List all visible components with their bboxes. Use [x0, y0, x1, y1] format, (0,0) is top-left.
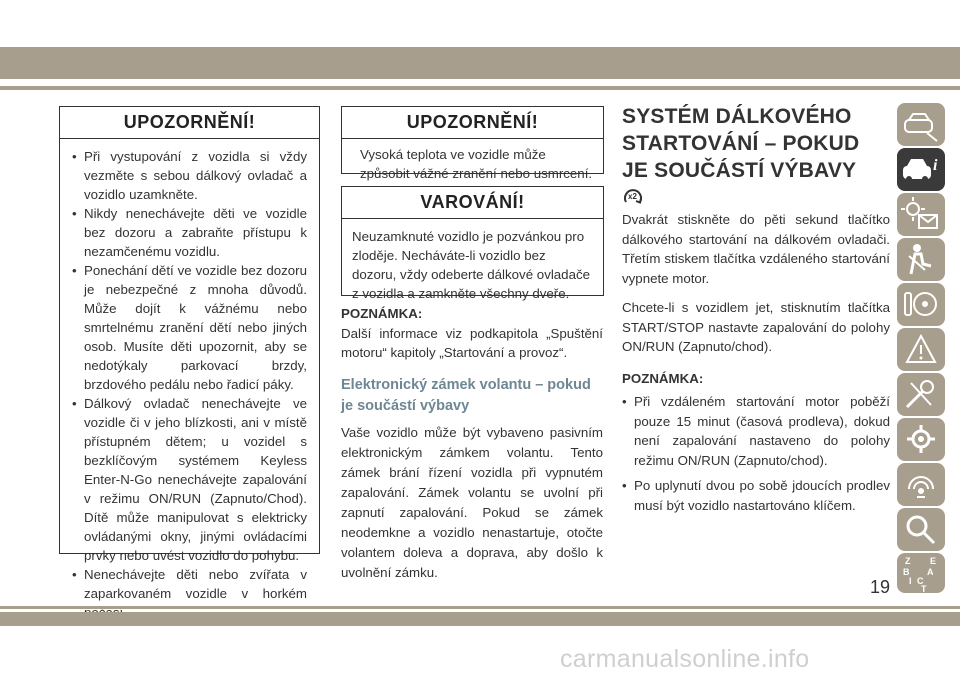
svg-text:I: I — [909, 576, 912, 586]
caution-text: Neuzamknuté vozidlo je pozvánkou pro zloděje. Necháváte-li vozidlo bez dozoru, vždy odeberte dálkové ovladače z vozidla a zamkněte všechny dveře. — [352, 229, 591, 301]
list-item: • Při vystupování z vozidla si vždy vezměte s sebou dálkový ovladač a vozidlo uzamkněte. — [72, 147, 307, 204]
caution-title: VAROVÁNÍ! — [342, 187, 603, 219]
warning-title-1: UPOZORNĚNÍ! — [60, 107, 319, 139]
column-3-text — [622, 103, 890, 515]
tab-service-maintenance[interactable] — [897, 373, 945, 416]
remote-para-2: Chcete-li s vozidlem jet, stisknutím tlačítka START/STOP nastavte zapalování do polohy ON/RUN (Zapnuto/chod). — [622, 300, 890, 354]
column-2-text — [341, 304, 603, 583]
remote-note-list — [622, 392, 890, 515]
svg-text:T: T — [921, 584, 927, 594]
list-item: • Ponechání dětí ve vozidle bez dozoru je nebezpečné z mnoha důvodů. Může dojít k vážnému nebo smrtelnému zranění dětí nebo jiných osob. Musíte děti upozornit, aby se nedotýkaly parkovací brzdy, brzdového pedálu nebo řadicí páky. — [72, 261, 307, 394]
remote-para-1: Dvakrát stiskněte do pěti sekund tlačítko dálkového startování na dálkovém ovladači. Třetím stiskem tlačítka vzdáleného startování vypnete motor. — [622, 212, 890, 286]
svg-text:A: A — [927, 567, 934, 577]
list-item: • Nenechávejte děti nebo zvířata v zaparkovaném vozidle v horkém — [72, 565, 307, 622]
remote-double-press-icon — [622, 188, 644, 208]
watermark-text: carmanualsonline.info — [560, 645, 810, 673]
list-item: • Po uplynutí dvou po sobě jdoucích prodlev musí být vozidlo nastartováno klíčem. — [622, 476, 890, 515]
warning-title-2: UPOZORNĚNÍ! — [342, 107, 603, 139]
list-item: • Dálkový ovladač nenechávejte ve vozidle či v jeho blízkosti, ani v místě přístupném dětem; u vozidel s bezklíčovým systémem Keyless Enter-N-Go nenechávejte zapalování v režimu ON/RUN (Zapnuto/Chod). Dítě může manipulovat s elektricky ovládanými okny, jinými ovládacími prvky nebo uvést vozidlo do pohybu. — [72, 394, 307, 565]
header-rule — [0, 86, 960, 90]
page-number: 19 — [870, 577, 891, 597]
svg-text:x2: x2 — [628, 192, 637, 201]
svg-text:E: E — [930, 556, 937, 566]
note-label: POZNÁMKA: — [341, 306, 423, 321]
tab-lights-messages[interactable] — [897, 193, 945, 236]
tab-safety[interactable] — [897, 238, 945, 281]
footer-band — [0, 612, 960, 626]
svg-text:B: B — [903, 567, 910, 577]
footer-rule — [0, 606, 960, 609]
caution-box — [341, 186, 604, 301]
section-title-remote-start: SYSTÉM DÁLKOVÉHO STARTOVÁNÍ – POKUD JE SOUČÁSTÍ VÝBAVY — [622, 105, 860, 182]
tab-starting-driving[interactable] — [897, 283, 945, 326]
note-text: Další informace viz podkapitola „Spuštění motoru“ kapitoly „Startování a provoz“. — [341, 325, 603, 360]
header-band — [0, 47, 960, 79]
tab-specifications[interactable] — [897, 418, 945, 461]
tab-emergency[interactable] — [897, 328, 945, 371]
steering-lock-text: Vaše vozidlo může být vybaveno pasivním elektronickým zámkem volantu. Tento zámek brání řízení vozidla při vypnutém zapalování. Zámek volantu se uvolní při zapnutí zapalování. Pokud se zámek neodemkne a vozidlo nenastartuje, otočte volantem doleva a doprava, aby došlo k uvolnění zámku. — [341, 424, 603, 580]
remote-note-label: POZNÁMKA: — [622, 370, 704, 386]
warning-list — [72, 147, 307, 622]
svg-text:Z: Z — [905, 556, 911, 566]
svg-text:i: i — [933, 157, 938, 174]
tab-customer-assistance[interactable] — [897, 508, 945, 551]
warning-box-1 — [59, 106, 320, 601]
tab-multimedia[interactable] — [897, 463, 945, 506]
svg-text:C: C — [917, 576, 924, 586]
tab-index[interactable] — [897, 553, 945, 593]
section-heading-steering-lock: Elektronický zámek volantu – pokud je součástí výbavy — [341, 376, 591, 414]
warning-text-2: Vysoká teplota ve vozidle může způsobit vážné zranění nebo usmrcení. — [360, 147, 593, 181]
tab-car-view[interactable] — [897, 103, 945, 146]
warning-box-2 — [341, 106, 604, 181]
list-item: • Nikdy nenechávejte děti ve vozidle bez dozoru a zabraňte přístupu k nezamčenému vozidlu. — [72, 204, 307, 261]
tab-car-info[interactable] — [897, 148, 945, 191]
list-item: • Při vzdáleném startování motor poběží pouze 15 minut (časová prodleva), dokud není zapalování nastaveno do polohy režimu ON/RUN (Zapnuto/chod). — [622, 392, 890, 470]
